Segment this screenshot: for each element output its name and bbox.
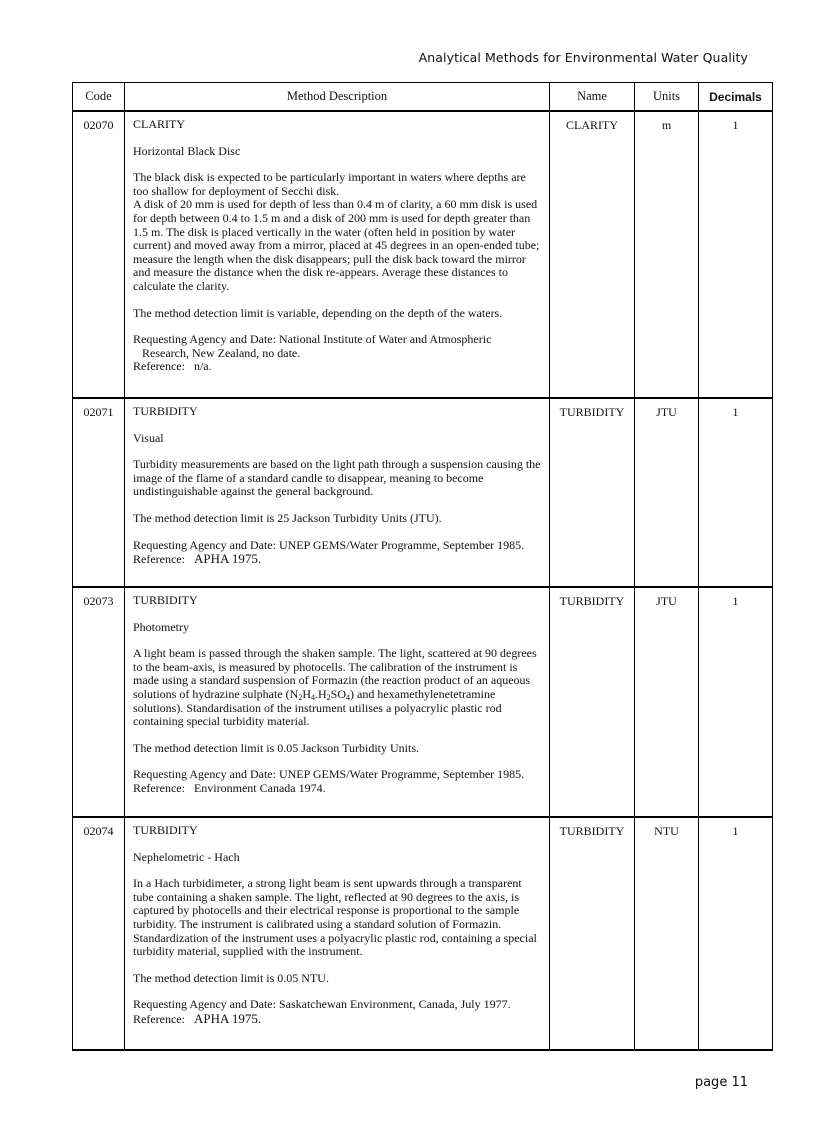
reference-label: Reference: [133, 1011, 185, 1026]
method-units: JTU [635, 587, 699, 817]
formula-so: SO [330, 686, 346, 701]
body-text: ) and hexamethylenetetramine solutions). Standardisation of the instrument utilises a polyacrylic plastic rod containing special turbidity material. [133, 686, 502, 729]
reference-label: Reference: [133, 552, 185, 567]
method-name: TURBIDITY [550, 817, 635, 1050]
agency-text: Requesting Agency and Date: National Institute of Water and Atmospheric [133, 332, 492, 347]
method-description [125, 817, 550, 1050]
method-body-paragraph [133, 647, 541, 729]
reference-value: APHA 1975. [193, 1010, 262, 1026]
method-code: 02070 [73, 111, 125, 398]
table-header-row [73, 83, 773, 112]
method-units: NTU [635, 817, 699, 1050]
method-body-paragraph: The black disk is expected to be particularly important in waters where depths are too shallow for deployment of Secchi disk. [133, 170, 526, 198]
method-subtitle: Nephelometric - Hach [133, 849, 240, 864]
formula-h2-sub: 2 [326, 692, 331, 702]
column-header-description: Method Description [125, 83, 550, 112]
formula-h: H [302, 686, 311, 701]
method-decimals: 1 [699, 398, 773, 587]
method-subtitle: Visual [133, 430, 164, 445]
column-header-code: Code [73, 83, 125, 112]
detection-limit: The method detection limit is 0.05 Jackson Turbidity Units. [133, 740, 419, 755]
body-text: A light beam is passed through the shaken sample. The light, scattered at 90 degrees to the beam-axis, is measured by photocells. The calibration of the instrument is made using a standard suspension of Formazin (the reaction product of an aqueous solutions of hydrazine sulphate ( [133, 646, 537, 701]
requesting-agency [133, 333, 541, 374]
reference-value: Environment Canada 1974. [193, 780, 326, 795]
table-row [73, 817, 773, 1050]
detection-limit: The method detection limit is 25 Jackson Turbidity Units (JTU). [133, 510, 442, 525]
method-body-paragraph: A disk of 20 mm is used for depth of less than 0.4 m of clarity, a 60 mm disk is used for depth between 0.4 to 1.5 m and a disk of 200 mm is used for depth greater than 1.5 m. The disk is placed vertically in the water (often held in position by water current) and moved away from a mirror, placed at 45 degrees in an open-ended tube; measure the length when the disk disappears; pull the disk back toward the mirror and measure the distance when the disk re-appears. Average these distances to calculate the clarity. [133, 197, 540, 293]
method-description [125, 111, 550, 398]
method-title: TURBIDITY [133, 404, 198, 418]
method-title: CLARITY [133, 117, 185, 131]
page-number: page 11 [694, 1075, 748, 1090]
method-units: m [635, 111, 699, 398]
method-code: 02074 [73, 817, 125, 1050]
formula-so-sub: 4 [346, 692, 350, 702]
method-decimals: 1 [699, 817, 773, 1050]
detection-limit: The method detection limit is 0.05 NTU. [133, 970, 329, 985]
formula-dot: . [314, 686, 318, 701]
agency-text: Requesting Agency and Date: UNEP GEMS/Water Programme, September 1985. [133, 537, 525, 552]
reference-label: Reference: [133, 359, 185, 374]
method-name: TURBIDITY [550, 587, 635, 817]
method-name: CLARITY [550, 111, 635, 398]
detection-limit: The method detection limit is variable, depending on the depth of the waters. [133, 305, 503, 320]
formula-n: N [289, 686, 299, 701]
agency-text: Requesting Agency and Date: Saskatchewan Environment, Canada, July 1977. [133, 997, 511, 1012]
table-row [73, 587, 773, 817]
agency-text: Requesting Agency and Date: UNEP GEMS/Water Programme, September 1985. [133, 767, 525, 782]
methods-table [72, 82, 773, 1051]
method-decimals: 1 [699, 587, 773, 817]
reference-value: n/a. [193, 359, 212, 374]
page-header-title: Analytical Methods for Environmental Water Quality [418, 50, 748, 65]
method-units: JTU [635, 398, 699, 587]
method-subtitle: Photometry [133, 619, 189, 634]
method-title: TURBIDITY [133, 593, 198, 607]
requesting-agency [133, 539, 541, 567]
column-header-decimals: Decimals [699, 83, 773, 112]
table-row [73, 398, 773, 587]
method-body-paragraph: In a Hach turbidimeter, a strong light beam is sent upwards through a transparent tube containing a shaken sample. The light, reflected at 90 degrees to the axis, is captured by photocells and their electrical response is proportional to the sample turbidity. The instrument is calibrated using a standard solution of Formazin. Standardization of the instrument uses a polyacrylic plastic rod, containing a special turbidity material, supplied with the instrument. [133, 876, 537, 959]
requesting-agency [133, 998, 541, 1026]
chemical-formula [290, 687, 350, 701]
formula-n-sub: 2 [298, 692, 303, 702]
method-body-paragraph: Turbidity measurements are based on the light path through a suspension causing the image of the flame of a standard candle to disappear, meaning to become undistinguishable against the general background. [133, 457, 541, 499]
method-name: TURBIDITY [550, 398, 635, 587]
method-decimals: 1 [699, 111, 773, 398]
column-header-name: Name [550, 83, 635, 112]
method-code: 02073 [73, 587, 125, 817]
formula-h-sub: 4 [310, 692, 315, 702]
column-header-units: Units [635, 83, 699, 112]
reference-value: APHA 1975. [193, 551, 262, 567]
reference-label: Reference: [133, 780, 185, 795]
requesting-agency [133, 768, 541, 795]
formula-h2: H [317, 686, 327, 701]
table-row [73, 111, 773, 398]
method-subtitle: Horizontal Black Disc [133, 143, 241, 158]
agency-continuation: Research, New Zealand, no date. [142, 345, 301, 360]
method-title: TURBIDITY [133, 823, 198, 837]
method-description [125, 587, 550, 817]
method-description [125, 398, 550, 587]
method-code: 02071 [73, 398, 125, 587]
